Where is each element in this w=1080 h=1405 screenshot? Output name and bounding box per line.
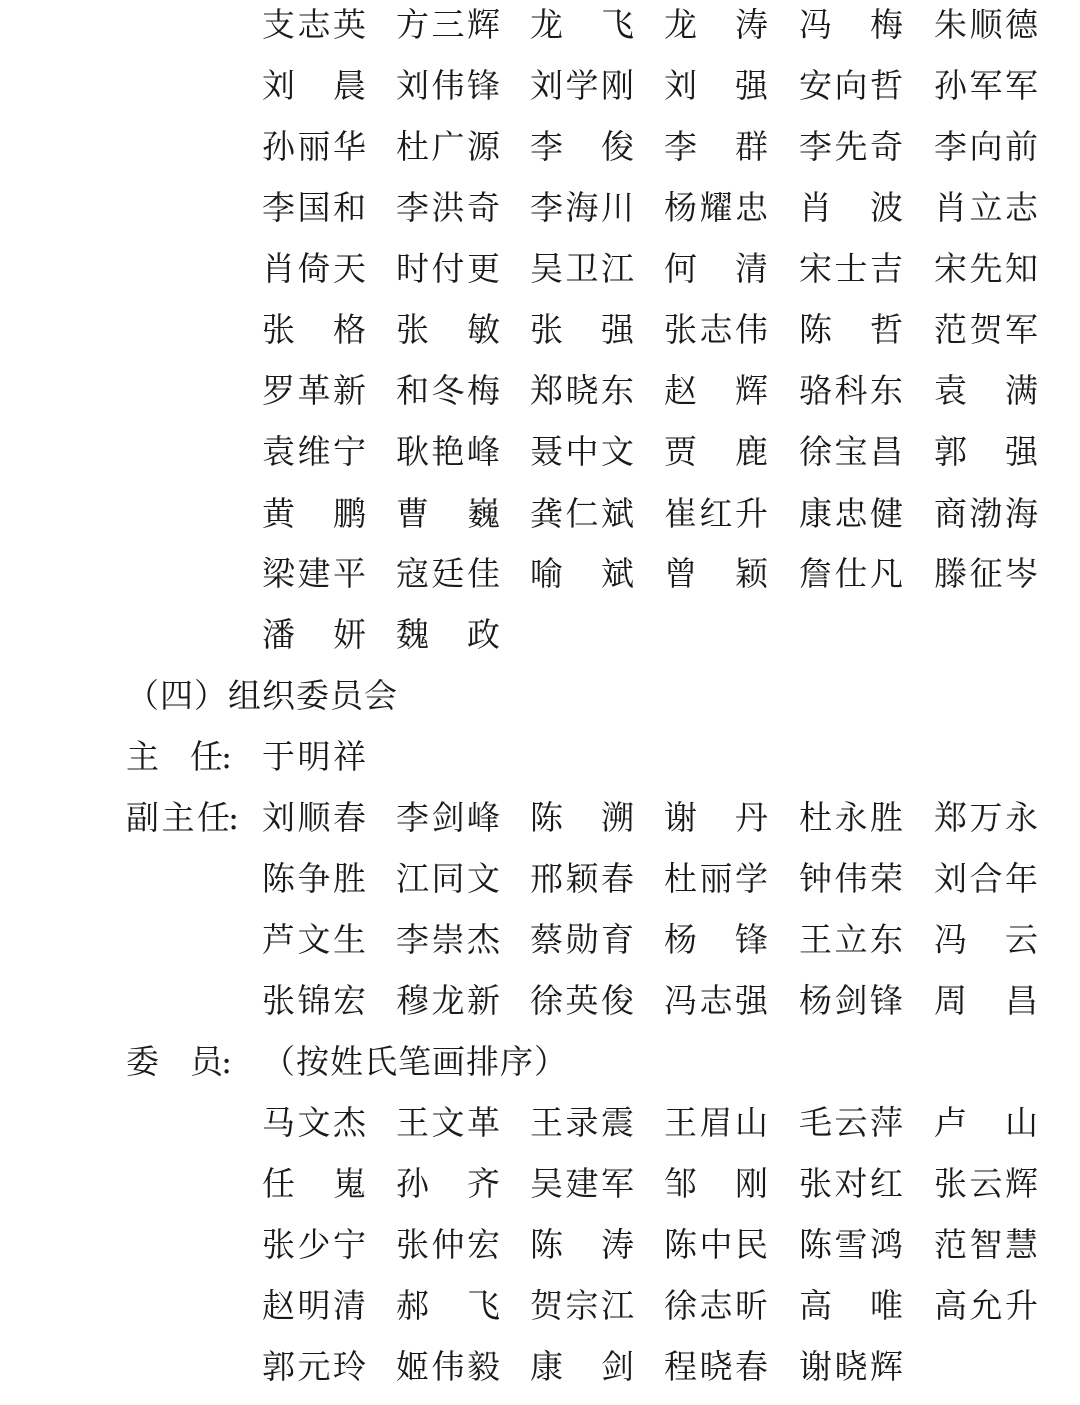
person-name: 范 智 慧 [934, 1225, 1038, 1264]
person-name: 冯 志 强 [664, 981, 768, 1020]
person-name: 魏 政 [396, 615, 500, 654]
person-name: 孙 军 军 [934, 66, 1038, 105]
person-name: 杨 锋 [664, 920, 768, 959]
role-label: 主 任 : [126, 737, 233, 776]
person-name: 孙 丽 华 [262, 127, 366, 166]
person-name: 郑 晓 东 [530, 371, 634, 410]
member-row [0, 361, 1080, 421]
section-title: （四）组织委员会 [126, 676, 398, 715]
person-name: 吴 建 军 [530, 1164, 634, 1203]
person-name: 张 敏 [396, 310, 500, 349]
person-name: 刘 晨 [262, 66, 366, 105]
person-name: 宋 士 吉 [799, 249, 903, 288]
person-name: 郭 元 玲 [262, 1347, 366, 1386]
person-name: 龚 仁 斌 [530, 494, 634, 533]
role-label: 委 员 : [126, 1042, 233, 1081]
person-name: 任 嵬 [262, 1164, 366, 1203]
person-name: 杜 永 胜 [799, 798, 903, 837]
person-name: 马 文 杰 [262, 1103, 366, 1142]
person-name: 张 志 伟 [664, 310, 768, 349]
person-name: 刘 合 年 [934, 859, 1038, 898]
member-row [0, 1276, 1080, 1336]
person-name: 张 少 宁 [262, 1225, 366, 1264]
person-name: 郭 强 [934, 432, 1038, 471]
person-name: 龙 飞 [530, 5, 634, 44]
person-name: 曾 颖 [664, 554, 768, 593]
person-name: 王 眉 山 [664, 1103, 768, 1142]
person-name: 邢 颖 春 [530, 859, 634, 898]
person-name: 陈 溯 [530, 798, 634, 837]
person-name: 周 昌 [934, 981, 1038, 1020]
sort-note: （按姓氏笔画排序） [262, 1042, 568, 1081]
person-name: 张 仲 宏 [396, 1225, 500, 1264]
person-name: 李 先 奇 [799, 127, 903, 166]
person-name: 徐 宝 昌 [799, 432, 903, 471]
person-name: 郑 万 永 [934, 798, 1038, 837]
person-name: 商 渤 海 [934, 494, 1038, 533]
person-name: 范 贺 军 [934, 310, 1038, 349]
person-name: 李 俊 [530, 127, 634, 166]
person-name: 张 对 红 [799, 1164, 903, 1203]
person-name: 张 云 辉 [934, 1164, 1038, 1203]
person-name: 徐 志 昕 [664, 1286, 768, 1325]
person-name: 宋 先 知 [934, 249, 1038, 288]
person-name: 陈 涛 [530, 1225, 634, 1264]
person-name: 高 允 升 [934, 1286, 1038, 1325]
person-name: 李 崇 杰 [396, 920, 500, 959]
person-name: 耿 艳 峰 [396, 432, 500, 471]
person-name: 陈 中 民 [664, 1225, 768, 1264]
member-label-row [0, 1032, 1080, 1092]
person-name: 朱 顺 德 [934, 5, 1038, 44]
person-name: 程 晓 春 [664, 1347, 768, 1386]
person-name: 陈 哲 [799, 310, 903, 349]
person-name: 李 群 [664, 127, 768, 166]
person-name: 李 海 川 [530, 188, 634, 227]
person-name: 赵 辉 [664, 371, 768, 410]
person-name: 肖 波 [799, 188, 903, 227]
person-name: 骆 科 东 [799, 371, 903, 410]
deputy-row [0, 971, 1080, 1031]
person-name: 聂 中 文 [530, 432, 634, 471]
person-name: 杨 耀 忠 [664, 188, 768, 227]
person-name: 郝 飞 [396, 1286, 500, 1325]
person-name: 滕 征 岑 [934, 554, 1038, 593]
person-name: 寇 廷 佳 [396, 554, 500, 593]
person-name: 陈 争 胜 [262, 859, 366, 898]
person-name: 李 剑 峰 [396, 798, 500, 837]
member-row [0, 422, 1080, 482]
person-name: 吴 卫 江 [530, 249, 634, 288]
member-row [0, 1154, 1080, 1214]
person-name: 于 明 祥 [262, 737, 366, 776]
person-name: 王 立 东 [799, 920, 903, 959]
person-name: 安 向 哲 [799, 66, 903, 105]
person-name: 张 锦 宏 [262, 981, 366, 1020]
person-name: 和 冬 梅 [396, 371, 500, 410]
person-name: 江 同 文 [396, 859, 500, 898]
person-name: 刘 学 刚 [530, 66, 634, 105]
person-name: 喻 斌 [530, 554, 634, 593]
person-name: 王 文 革 [396, 1103, 500, 1142]
member-row [0, 605, 1080, 665]
person-name: 芦 文 生 [262, 920, 366, 959]
person-name: 冯 云 [934, 920, 1038, 959]
member-row [0, 544, 1080, 604]
person-name: 时 付 更 [396, 249, 500, 288]
person-name: 袁 维 宁 [262, 432, 366, 471]
person-name: 袁 满 [934, 371, 1038, 410]
person-name: 方 三 辉 [396, 5, 500, 44]
person-name: 刘 顺 春 [262, 798, 366, 837]
person-name: 肖 倚 天 [262, 249, 366, 288]
person-name: 姬 伟 毅 [396, 1347, 500, 1386]
member-row [0, 484, 1080, 544]
director-row [0, 727, 1080, 787]
person-name: 李 国 和 [262, 188, 366, 227]
member-row [0, 117, 1080, 177]
person-name: 贺 宗 江 [530, 1286, 634, 1325]
member-row [0, 0, 1080, 55]
person-name: 杜 丽 学 [664, 859, 768, 898]
member-row [0, 178, 1080, 238]
person-name: 张 格 [262, 310, 366, 349]
person-name: 陈 雪 鸿 [799, 1225, 903, 1264]
person-name: 张 强 [530, 310, 634, 349]
person-name: 龙 涛 [664, 5, 768, 44]
person-name: 杨 剑 锋 [799, 981, 903, 1020]
deputy-row [0, 849, 1080, 909]
person-name: 徐 英 俊 [530, 981, 634, 1020]
person-name: 詹 仕 凡 [799, 554, 903, 593]
person-name: 毛 云 萍 [799, 1103, 903, 1142]
person-name: 穆 龙 新 [396, 981, 500, 1020]
member-row [0, 1215, 1080, 1275]
person-name: 赵 明 清 [262, 1286, 366, 1325]
person-name: 孙 齐 [396, 1164, 500, 1203]
deputy-row [0, 910, 1080, 970]
person-name: 钟 伟 荣 [799, 859, 903, 898]
person-name: 崔 红 升 [664, 494, 768, 533]
person-name: 谢 丹 [664, 798, 768, 837]
person-name: 杜 广 源 [396, 127, 500, 166]
person-name: 李 洪 奇 [396, 188, 500, 227]
person-name: 冯 梅 [799, 5, 903, 44]
member-row [0, 56, 1080, 116]
person-name: 贾 鹿 [664, 432, 768, 471]
person-name: 王 录 震 [530, 1103, 634, 1142]
member-row [0, 1337, 1080, 1397]
member-row [0, 239, 1080, 299]
person-name: 何 清 [664, 249, 768, 288]
person-name: 康 忠 健 [799, 494, 903, 533]
deputy-row [0, 788, 1080, 848]
person-name: 肖 立 志 [934, 188, 1038, 227]
person-name: 康 剑 [530, 1347, 634, 1386]
person-name: 李 向 前 [934, 127, 1038, 166]
person-name: 蔡 勋 育 [530, 920, 634, 959]
person-name: 邹 刚 [664, 1164, 768, 1203]
person-name: 卢 山 [934, 1103, 1038, 1142]
person-name: 谢 晓 辉 [799, 1347, 903, 1386]
person-name: 支 志 英 [262, 5, 366, 44]
member-row [0, 1093, 1080, 1153]
role-label: 副 主 任 : [126, 798, 240, 837]
person-name: 高 唯 [799, 1286, 903, 1325]
person-name: 刘 强 [664, 66, 768, 105]
person-name: 曹 巍 [396, 494, 500, 533]
person-name: 潘 妍 [262, 615, 366, 654]
member-row [0, 300, 1080, 360]
person-name: 黄 鹏 [262, 494, 366, 533]
person-name: 刘 伟 锋 [396, 66, 500, 105]
person-name: 梁 建 平 [262, 554, 366, 593]
person-name: 罗 革 新 [262, 371, 366, 410]
